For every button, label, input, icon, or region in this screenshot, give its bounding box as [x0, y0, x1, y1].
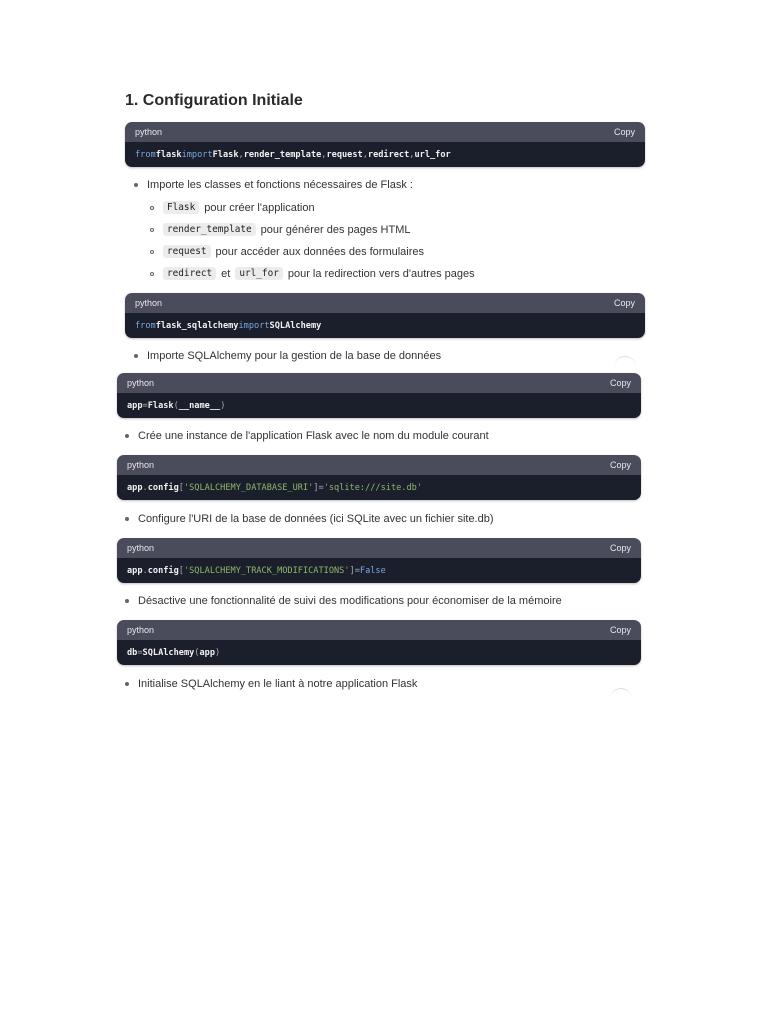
- inline-code: redirect: [163, 267, 216, 280]
- inline-code: url_for: [235, 267, 283, 280]
- scroll-hint: [614, 356, 636, 367]
- copy-button[interactable]: Copy: [609, 543, 631, 553]
- language-label: python: [127, 625, 155, 635]
- copy-button[interactable]: Copy: [613, 127, 635, 137]
- language-label: python: [127, 460, 155, 470]
- page-title: 1. Configuration Initiale: [125, 92, 303, 109]
- code-line: app . config [ 'SQLALCHEMY_DATABASE_URI' ] = 'sqlite:///site.db': [117, 475, 641, 500]
- code-line: app . config [ 'SQLALCHEMY_TRACK_MODIFICATIONS' ] = False: [117, 558, 641, 583]
- code-block-app-instance: [117, 373, 641, 418]
- code-line: from flask_sqlalchemy import SQLAlchemy: [125, 313, 645, 338]
- list-item: Configure l'URI de la base de données (ici SQLite avec un fichier site.db): [125, 513, 494, 525]
- copy-button[interactable]: Copy: [609, 625, 631, 635]
- sub-list-item: render_template pour générer des pages HTML: [150, 223, 410, 236]
- list-item: Initialise SQLAlchemy en le liant à notre application Flask: [125, 678, 417, 690]
- list-item: Crée une instance de l'application Flask avec le nom du module courant: [125, 430, 489, 442]
- code-line: app = Flask ( __name__ ): [117, 393, 641, 418]
- code-line: db = SQLAlchemy ( app ): [117, 640, 641, 665]
- inline-code: render_template: [163, 223, 256, 236]
- language-label: python: [127, 378, 155, 388]
- scroll-hint: [610, 688, 632, 699]
- copy-button[interactable]: Copy: [609, 378, 631, 388]
- inline-code: Flask: [163, 201, 199, 214]
- list-item: Importe SQLAlchemy pour la gestion de la base de données: [134, 350, 441, 362]
- sub-list-item: redirect et url_for pour la redirection vers d'autres pages: [150, 267, 475, 280]
- code-line: from flask import Flask , render_template , request , redirect , url_for: [125, 142, 645, 167]
- code-block-flask-import: [125, 122, 645, 167]
- code-block-track-modifications: [117, 538, 641, 583]
- language-label: python: [135, 298, 163, 308]
- language-label: python: [135, 127, 163, 137]
- sub-list-item: request pour accéder aux données des formulaires: [150, 245, 424, 258]
- language-label: python: [127, 543, 155, 553]
- copy-button[interactable]: Copy: [609, 460, 631, 470]
- code-block-sqlalchemy-import: [125, 293, 645, 338]
- code-block-db-init: [117, 620, 641, 665]
- sub-list-item: Flask pour créer l'application: [150, 201, 315, 214]
- code-block-db-uri: [117, 455, 641, 500]
- copy-button[interactable]: Copy: [613, 298, 635, 308]
- list-item: Désactive une fonctionnalité de suivi des modifications pour économiser de la mémoire: [125, 595, 562, 607]
- list-item: Importe les classes et fonctions nécessaires de Flask :: [134, 179, 413, 191]
- inline-code: request: [163, 245, 211, 258]
